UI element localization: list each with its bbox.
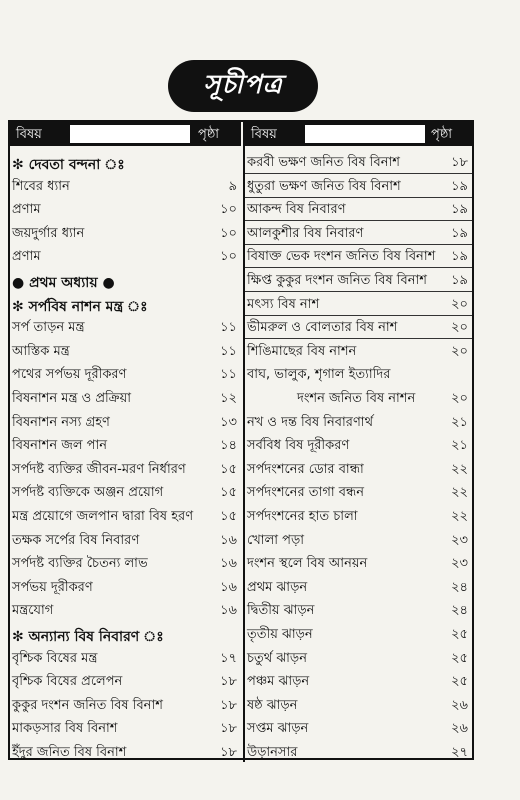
entry-page: ১০: [220, 249, 237, 265]
entry-title: শিঙিমাছের বিষ নাশন: [247, 343, 357, 359]
entry-title: প্রণাম: [12, 202, 41, 218]
list-item: [10, 457, 241, 480]
right-header-blank: [305, 125, 425, 143]
list-item: [245, 174, 472, 198]
entry-page: ১৫: [220, 485, 237, 501]
entry-title: আস্তিক মন্ত্র: [12, 343, 70, 359]
left-header-subject: বিষয়: [16, 127, 42, 142]
entry-page: ১৮: [451, 155, 468, 170]
entry-page: ২০: [451, 320, 468, 336]
entry-title: মাকড়সার বিষ বিনাশ: [12, 721, 118, 737]
entry-page: ১৯: [451, 273, 468, 288]
entry-title: বিষনাশন মন্ত্র ও প্রক্রিয়া: [12, 391, 132, 406]
entry-title: প্রণাম: [12, 249, 41, 265]
list-item: [10, 315, 241, 338]
entry-title: ইঁদুর জনিত বিষ বিনাশ: [12, 745, 127, 760]
list-item: [245, 268, 472, 292]
list-item: [10, 410, 241, 433]
left-header: [10, 122, 241, 146]
list-item: [10, 480, 241, 503]
entry-title: মৎস্য বিষ নাশ: [247, 296, 320, 312]
list-item: [245, 504, 472, 527]
entry-title: ✻ দেবতা বন্দনা ঃ: [12, 157, 125, 173]
entry-title: নখ ও দন্ত বিষ নিবারণার্থ: [247, 414, 373, 430]
entry-page: ১৬: [220, 603, 237, 619]
page-title-badge: [168, 60, 318, 112]
entry-page: ১৫: [220, 509, 237, 524]
list-item: [245, 716, 472, 739]
entry-title: ক্ষিপ্ত কুকুর দংশন জনিত বিষ বিনাশ: [247, 273, 427, 288]
entry-title: আকন্দ বিষ নিবারণ: [247, 202, 346, 218]
entry-page: ১৫: [220, 461, 237, 477]
entry-title: সর্পভয় দূরীকরণ: [12, 579, 93, 595]
list-item: [245, 292, 472, 316]
entry-page: ১০: [220, 202, 237, 218]
list-item: [10, 150, 241, 173]
entry-title: বৃশ্চিক বিষের মন্ত্র: [12, 650, 98, 666]
entry-page: ২১: [451, 414, 468, 430]
list-item: [245, 551, 472, 574]
entry-page: ১৮: [220, 697, 237, 713]
list-item: [10, 528, 241, 551]
entry-title: বিষাক্ত ভেক দংশন জনিত বিষ বিনাশ: [247, 249, 436, 265]
entry-title: খোলা পড়া: [247, 532, 305, 548]
entry-page: ১৭: [220, 650, 237, 666]
list-item: [245, 646, 472, 669]
entry-page: ২৭: [451, 745, 468, 760]
entry-title: দ্বিতীয় ঝাড়ন: [247, 603, 315, 619]
list-item: [10, 575, 241, 598]
list-item: [10, 669, 241, 692]
entry-page: ১৬: [220, 579, 237, 595]
right-header-page: পৃষ্ঠা: [431, 127, 453, 142]
entry-title: দংশন জনিত বিষ নাশন: [297, 391, 416, 406]
entry-title: ● প্রথম অধ্যায় ●: [12, 275, 115, 291]
list-item: [245, 622, 472, 645]
entry-page: ৯: [228, 178, 237, 194]
entry-page: ২৬: [451, 721, 468, 737]
right-header-subject: বিষয়: [251, 127, 277, 142]
list-item: [245, 315, 472, 339]
entry-page: ১৮: [220, 721, 237, 737]
list-item: [10, 598, 241, 621]
entry-title: তৃতীয় ঝাড়ন: [247, 627, 313, 642]
entry-title: বৃশ্চিক বিষের প্রলেপন: [12, 674, 123, 690]
entry-title: বিষনাশন জল পান: [12, 438, 108, 454]
entry-title: শিবের ধ্যান: [12, 178, 70, 194]
entry-title: সপ্তম ঝাড়ন: [247, 721, 309, 737]
entry-page: ২২: [451, 461, 468, 477]
entry-title: সর্পদষ্ট ব্যক্তির চৈতন্য লাভ: [12, 556, 148, 572]
list-item: [10, 740, 241, 763]
entry-title: চতুর্থ ঝাড়ন: [247, 650, 307, 666]
right-header: [245, 122, 472, 146]
list-item: [245, 410, 472, 433]
entry-page: ২৪: [451, 579, 468, 595]
entry-page: ১১: [220, 367, 237, 383]
entry-title: বিষনাশন নস্য গ্রহণ: [12, 414, 110, 430]
list-item: [245, 197, 472, 221]
page-title: সূচীপত্র: [203, 70, 283, 100]
entry-page: ১৬: [220, 556, 237, 572]
left-header-page: পৃষ্ঠা: [198, 127, 220, 142]
list-item: [10, 622, 241, 645]
list-item: [245, 433, 472, 456]
entry-page: ২০: [451, 391, 468, 406]
list-item: [10, 646, 241, 669]
entry-page: ২৫: [451, 674, 468, 690]
entry-page: ১০: [220, 225, 237, 241]
list-item: [245, 693, 472, 716]
entry-title: সর্ববিধ বিষ দূরীকরণ: [247, 438, 350, 454]
list-item: [245, 528, 472, 551]
entry-page: ১৯: [451, 202, 468, 218]
entry-page: ২৪: [451, 603, 468, 619]
entry-page: ২০: [451, 343, 468, 359]
entry-title: জয়দুর্গার ধ্যান: [12, 225, 85, 241]
list-item: [245, 598, 472, 621]
list-item: [10, 693, 241, 716]
entry-page: ২০: [451, 296, 468, 312]
list-item: [10, 551, 241, 574]
list-item: [245, 480, 472, 503]
entry-title: পঞ্চম ঝাড়ন: [247, 674, 310, 690]
entry-title: ধুতুরা ভক্ষণ জনিত বিষ বিনাশ: [247, 178, 401, 194]
list-item: [245, 386, 472, 409]
list-item: [10, 292, 241, 315]
list-item: [10, 504, 241, 527]
entry-page: ১৮: [220, 674, 237, 690]
entry-page: ২২: [451, 485, 468, 501]
list-item: [10, 716, 241, 739]
list-item: [10, 339, 241, 362]
entry-page: ১১: [220, 320, 237, 336]
entry-title: ✻ সর্পবিষ নাশন মন্ত্র ঃ: [12, 298, 148, 315]
entry-page: ২২: [451, 509, 468, 524]
entry-title: ষষ্ঠ ঝাড়ন: [247, 697, 298, 713]
entry-title: ✻ অন্যান্য বিষ নিবারণ ঃ: [12, 629, 164, 645]
entry-page: ২৫: [451, 650, 468, 666]
list-item: [10, 197, 241, 220]
list-item: [245, 244, 472, 268]
entry-title: তক্ষক সর্পের বিষ নিবারণ: [12, 532, 140, 548]
entry-page: ১৯: [451, 249, 468, 265]
entry-page: ২৩: [451, 532, 468, 548]
entry-title: সর্পদষ্ট ব্যক্তিকে অঞ্জন প্রয়োগ: [12, 485, 164, 501]
list-item: [10, 221, 241, 244]
entry-page: ১৬: [220, 532, 237, 548]
list-item: [245, 339, 472, 362]
entry-page: ২১: [451, 438, 468, 454]
entry-title: সর্পদংশনের তাগা বন্ধন: [247, 485, 365, 501]
entry-page: ১৪: [220, 438, 237, 454]
list-item: [10, 268, 241, 291]
list-item: [245, 457, 472, 480]
entry-page: ১৮: [220, 745, 237, 760]
entry-title: সর্পদষ্ট ব্যক্তির জীবন-মরণ নির্ধারণ: [12, 461, 186, 477]
entry-page: ২৩: [451, 556, 468, 572]
entry-page: ২৫: [451, 627, 468, 642]
entry-title: বাঘ, ভালুক, শৃগাল ইত্যাদির: [247, 367, 391, 383]
entry-title: উড়ানসার: [247, 745, 298, 760]
entry-title: প্রথম ঝাড়ন: [247, 579, 308, 595]
entry-title: পথের সর্পভয় দূরীকরণ: [12, 367, 127, 383]
entry-page: ১১: [220, 343, 237, 359]
list-item: [10, 174, 241, 197]
entry-title: দংশন স্থলে বিষ আনয়ন: [247, 556, 368, 572]
left-header-blank: [70, 125, 190, 143]
entry-title: মন্ত্র প্রয়োগে জলপান দ্বারা বিষ হরণ: [12, 509, 194, 524]
entry-title: ভীমরুল ও বোলতার বিষ নাশ: [247, 320, 398, 336]
entry-title: আলকুশীর বিষ নিবারণ: [247, 225, 364, 241]
list-item: [245, 740, 472, 763]
list-item: [10, 386, 241, 409]
entry-title: সর্প তাড়ন মন্ত্র: [12, 320, 85, 336]
entry-title: কুকুর দংশন জনিত বিষ বিনাশ: [12, 697, 163, 713]
entry-page: ২৬: [451, 697, 468, 713]
list-item: [245, 575, 472, 598]
list-item: [10, 433, 241, 456]
entry-page: ১৯: [451, 225, 468, 241]
entry-title: সর্পদংশনের হাত চালা: [247, 509, 358, 524]
list-item: [245, 150, 472, 174]
entry-page: ১৯: [451, 178, 468, 194]
entry-title: করবী ভক্ষণ জনিত বিষ বিনাশ: [247, 155, 400, 170]
list-item: [10, 362, 241, 385]
contents-table: [8, 120, 474, 760]
list-item: [245, 362, 472, 385]
list-item: [245, 669, 472, 692]
entry-title: সর্পদংশনের ডোর বান্ধা: [247, 461, 364, 477]
list-item: [245, 221, 472, 245]
entry-title: মন্ত্রযোগ: [12, 603, 54, 619]
entry-page: ১৩: [220, 414, 237, 430]
list-item: [10, 244, 241, 267]
entry-page: ১২: [220, 391, 237, 406]
title-area: [0, 60, 520, 118]
